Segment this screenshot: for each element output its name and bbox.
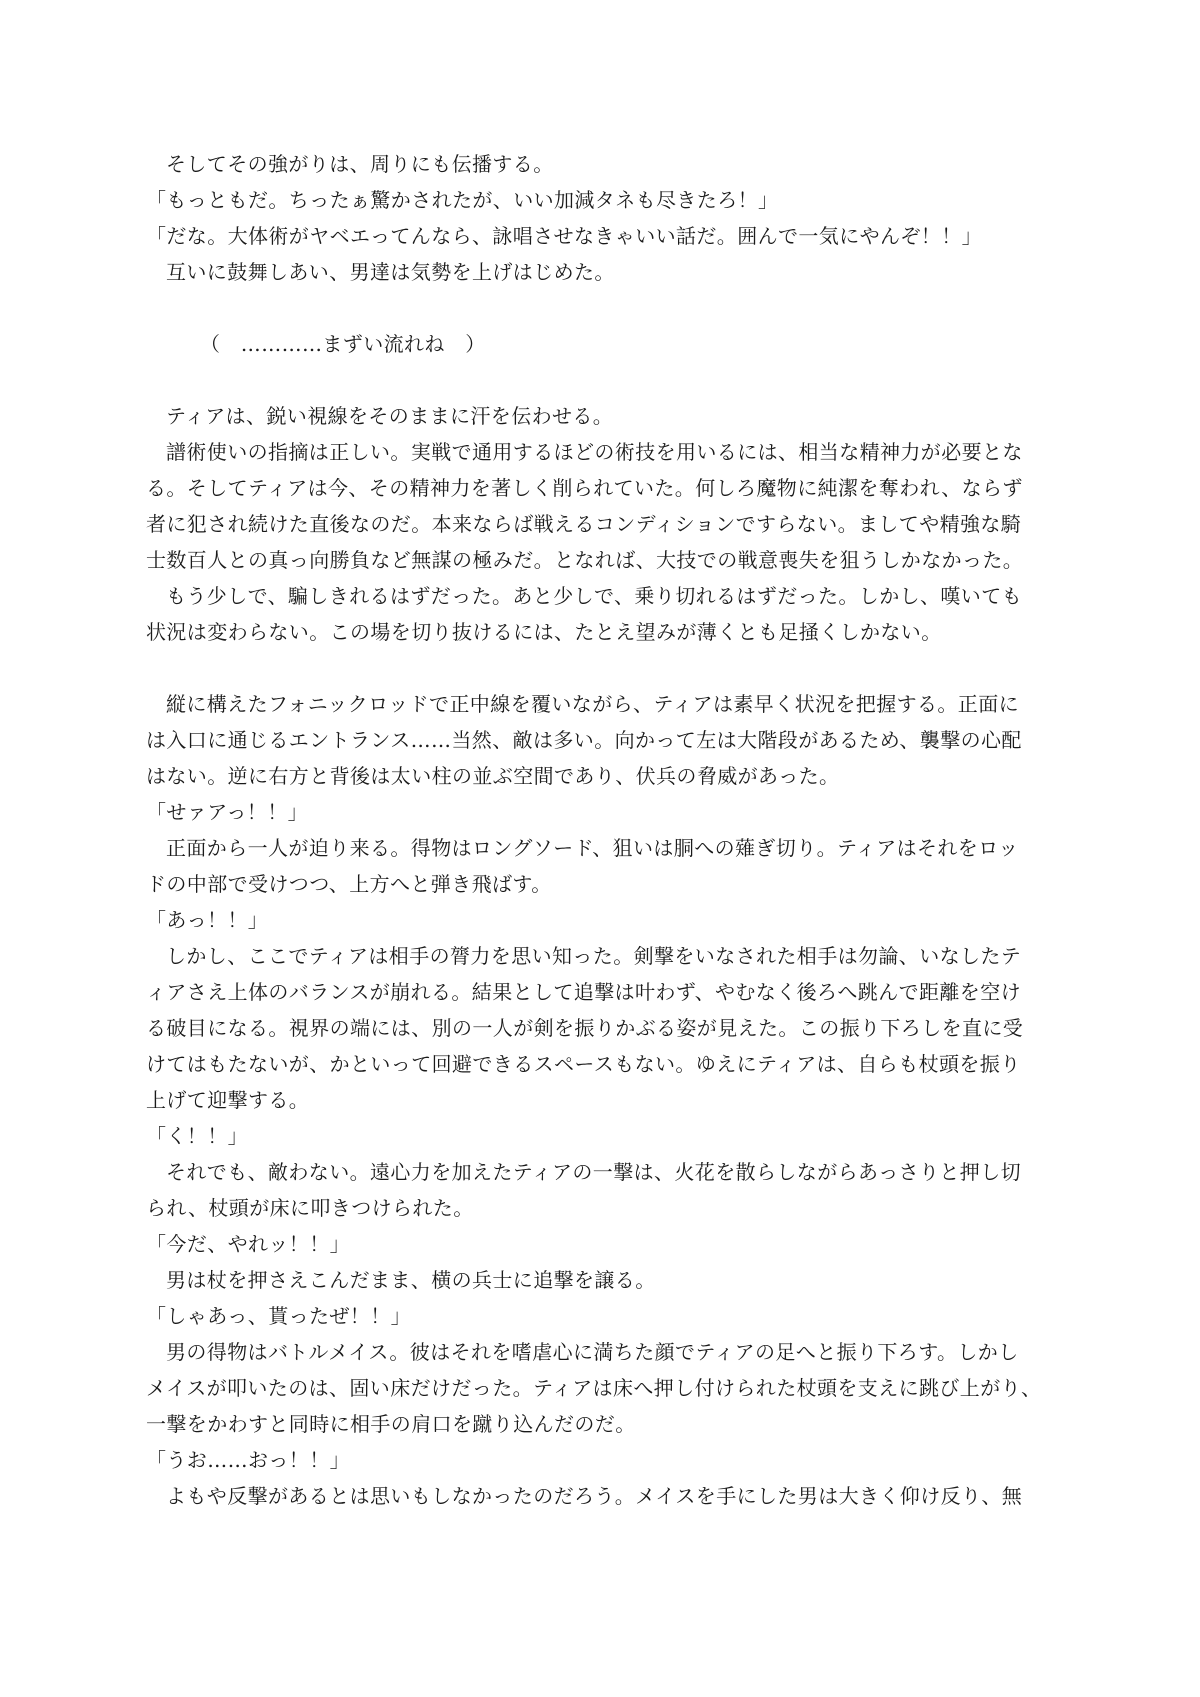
dialogue-line: 「く！！」 (146, 1124, 248, 1148)
text-line: 譜術使いの指摘は正しい。実戦で通用するほどの術技を用いるには、相当な精神力が必要とな (166, 440, 1023, 464)
text-line: 正面から一人が迫り来る。得物はロングソード、狙いは胴への薙ぎ切り。ティアはそれをロッ (166, 836, 1019, 860)
dialogue-line: 「しゃあっ、貰ったぜ！！」 (146, 1304, 411, 1328)
dialogue-line: 「せァアっ！！」 (146, 800, 308, 824)
text-line: ティアは、鋭い視線をそのままに汗を伝わせる。 (166, 404, 614, 428)
text-line: られ、杖頭が床に叩きつけられた。 (146, 1196, 474, 1220)
text-line: 縦に構えたフォニックロッドで正中線を覆いながら、ティアは素早く状況を把握する。正面に (166, 692, 1019, 716)
inner-thought-line: （ …………まずい流れね ） (200, 332, 486, 356)
text-line: それでも、敵わない。遠心力を加えたティアの一撃は、火花を散らしながらあっさりと押し切 (166, 1160, 1021, 1184)
text-line: メイスが叩いたのは、固い床だけだった。ティアは床へ押し付けられた杖頭を支えに跳び上がり、 (146, 1376, 1042, 1400)
dialogue-line: 「あっ！！」 (146, 908, 269, 932)
text-line: もう少しで、騙しきれるはずだった。あと少しで、乗り切れるはずだった。しかし、嘆いても (166, 584, 1022, 608)
text-line: ィアさえ上体のバランスが崩れる。結果として追撃は叶わず、やむなく後ろへ跳んで距離を空け (146, 980, 1021, 1004)
text-line: る。そしてティアは今、その精神力を著しく削られていた。何しろ魔物に純潔を奪われ、ならず (146, 476, 1023, 500)
text-line: る破目になる。視界の端には、別の一人が剣を振りかぶる姿が見えた。この振り下ろしを直に受 (146, 1016, 1024, 1040)
text-line: 一撃をかわすと同時に相手の肩口を蹴り込んだのだ。 (146, 1412, 636, 1436)
text-line: 男の得物はバトルメイス。彼はそれを嗜虐心に満ちた顔でティアの足へと振り下ろす。しかし (166, 1340, 1019, 1364)
dialogue-line: 「今だ、やれッ！！」 (146, 1232, 350, 1256)
text-line: そしてその強がりは、周りにも伝播する。 (166, 152, 554, 176)
text-line: 者に犯され続けた直後なのだ。本来ならば戦えるコンディションですらない。ましてや精強な騎 (146, 512, 1022, 536)
text-line: 士数百人との真っ向勝負など無謀の極みだ。となれば、大技での戦意喪失を狙うしかなかった。 (146, 548, 1024, 572)
dialogue-line: 「もっともだ。ちったぁ驚かされたが、いい加減タネも尽きたろ！」 (146, 188, 779, 212)
text-line: 状況は変わらない。この場を切り抜けるには、たとえ望みが薄くとも足掻くしかない。 (146, 620, 942, 644)
text-line: ドの中部で受けつつ、上方へと弾き飛ばす。 (146, 872, 552, 896)
text-line: 男は杖を押さえこんだまま、横の兵士に追撃を譲る。 (166, 1268, 656, 1292)
text-line: よもや反撃があるとは思いもしなかったのだろう。メイスを手にした男は大きく仰け反り、無 (166, 1484, 1023, 1508)
dialogue-line: 「だな。大体術がヤベエってんなら、詠唱させなきゃいい話だ。囲んで一気にやんぞ！！」 (146, 224, 982, 248)
text-line: けてはもたないが、かといって回避できるスペースもない。ゆえにティアは、自らも杖頭を振り (146, 1052, 1021, 1076)
text-line: しかし、ここでティアは相手の膂力を思い知った。剣撃をいなされた相手は勿論、いなしたテ (166, 944, 1022, 968)
text-line: 上げて迎撃する。 (146, 1088, 310, 1112)
dialogue-line: 「うお……おっ！！」 (146, 1448, 350, 1472)
text-line: は入口に通じるエントランス……当然、敵は多い。向かって左は大階段があるため、襲撃の心配 (146, 728, 1022, 752)
text-line: はない。逆に右方と背後は太い柱の並ぶ空間であり、伏兵の脅威があった。 (146, 764, 840, 788)
text-line: 互いに鼓舞しあい、男達は気勢を上げはじめた。 (166, 260, 615, 284)
